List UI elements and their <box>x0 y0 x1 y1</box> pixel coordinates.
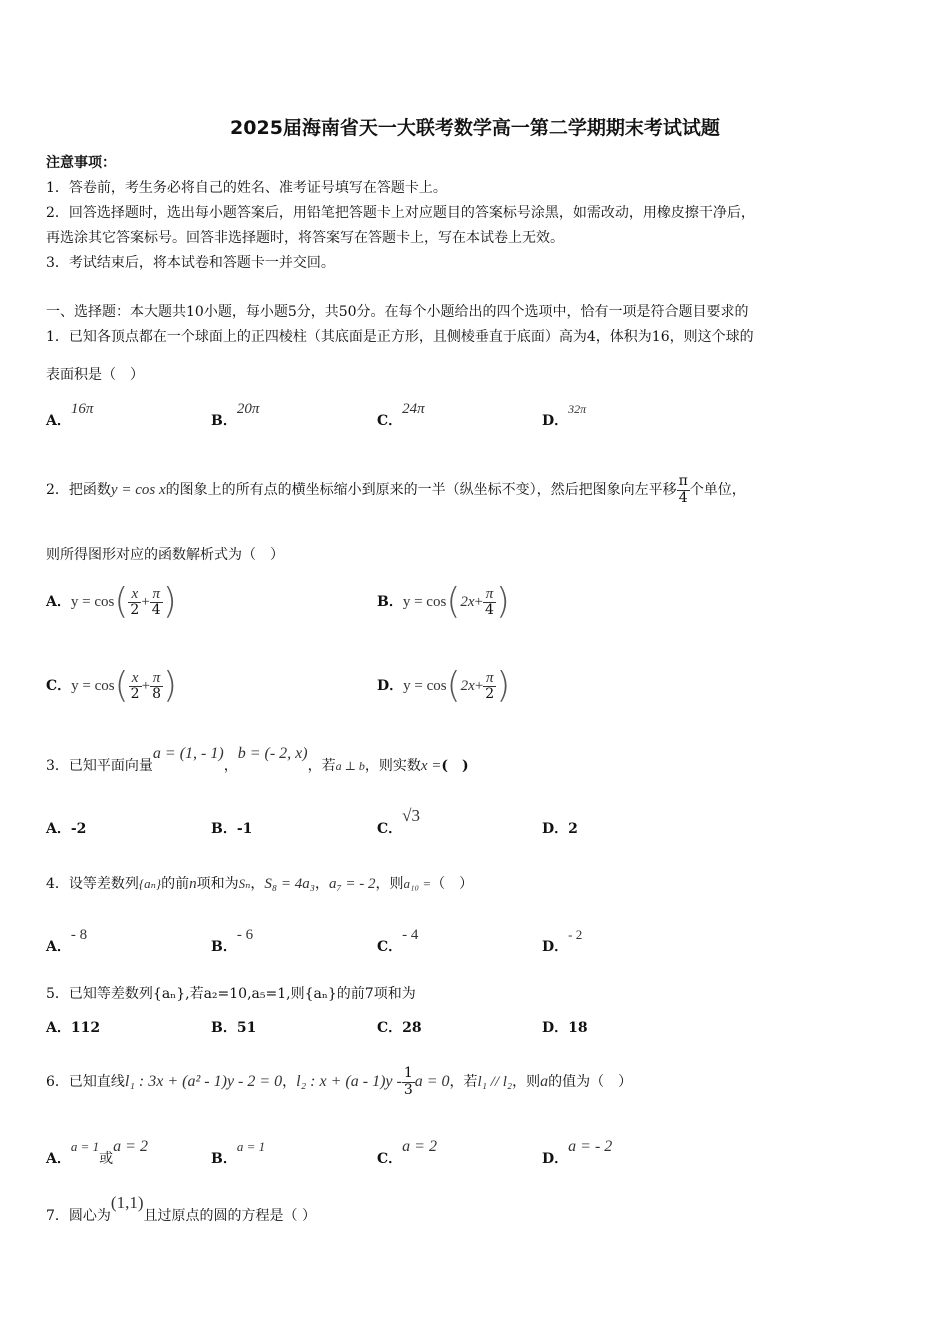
notice-item: 2．回答选择题时，选出每小题答案后，用铅笔把答题卡上对应题目的答案标号涂黑，如需改动，用橡皮擦干净后， <box>46 205 755 221</box>
q1-option-c[interactable]: C．24π <box>377 401 425 429</box>
shift-fraction: $\frac{\pi}{4}$ <box>678 473 688 506</box>
q6-option-c[interactable]: C．a = 2 <box>377 1138 437 1167</box>
q5-option-c[interactable]: C．28 <box>377 1020 422 1036</box>
question-7-stem: 7．圆心为(1,1)且过原点的圆的方程是（ ） <box>46 1193 316 1224</box>
q6-option-d[interactable]: D．a = - 2 <box>542 1138 613 1167</box>
question-1-stem: 1．已知各顶点都在一个球面上的正四棱柱（其底面是正方形，且侧棱垂直于底面）高为4，体积为16，则这个球的 <box>46 329 754 345</box>
q6-option-b[interactable]: B．a = 1 <box>211 1139 266 1167</box>
q4-option-b[interactable]: B．- 6 <box>211 927 254 955</box>
q3-option-d[interactable]: D．2 <box>542 821 578 837</box>
notice-item: 再选涂其它答案标号。回答非选择题时，将答案写在答题卡上，写在本试卷上无效。 <box>46 230 564 246</box>
q2-option-c[interactable]: C．y = cos( $\frac{x}{2}$ + $\frac{\pi}{8}$ ) <box>46 665 178 706</box>
q4-option-d[interactable]: D．- 2 <box>542 927 583 955</box>
question-2-stem: 2．把函数y = cos x的图象上的所有点的横坐标缩小到原来的一半（纵坐标不变），然后把图象向左平移 $\frac{\pi}{4}$ 个单位， <box>46 473 746 506</box>
question-5-stem: 5．已知等差数列{aₙ},若a₂=10,a₅=1,则{aₙ}的前7项和为 <box>46 986 416 1002</box>
question-4-stem: 4．设等差数列{aₙ}的前n项和为Sₙ，S₈ = 4a₃，a₇ = - 2，则a₁₀ =（ ） <box>46 876 474 892</box>
notice-item: 1．答卷前，考生务必将自己的姓名、准考证号填写在答题卡上。 <box>46 180 447 196</box>
q3-option-b[interactable]: B．-1 <box>211 821 253 837</box>
q3-option-a[interactable]: A．-2 <box>46 821 87 837</box>
q3-option-c[interactable]: C．√3 <box>377 806 420 837</box>
q2-option-a[interactable]: A．y = cos( $\frac{x}{2}$ + $\frac{\pi}{4}$ ) <box>46 581 177 622</box>
q5-option-d[interactable]: D．18 <box>542 1020 588 1036</box>
q5-option-a[interactable]: A．112 <box>46 1020 101 1036</box>
q6-option-a[interactable]: A．a = 1或a = 2 <box>46 1138 148 1167</box>
q4-option-a[interactable]: A．- 8 <box>46 927 88 955</box>
notice-item: 3．考试结束后，将本试卷和答题卡一并交回。 <box>46 255 335 271</box>
q2-option-b[interactable]: B．y = cos(2x+ $\frac{\pi}{4}$ ) <box>377 581 510 622</box>
q5-option-b[interactable]: B．51 <box>211 1020 257 1036</box>
q1-option-d[interactable]: D．32π <box>542 402 587 429</box>
notice-heading: 注意事项： <box>46 155 116 171</box>
q1-option-b[interactable]: B．20π <box>211 401 260 429</box>
question-1-stem-cont: 表面积是（ ） <box>46 367 144 383</box>
question-6-stem: 6．已知直线l₁ : 3x + (a² - 1)y - 2 = 0，l₂ : x + (a - 1)y - $\frac{1}{3}$ a = 0，若l₁ // l₂，则a的值为（ ） <box>46 1065 633 1098</box>
q1-option-a[interactable]: A．16π <box>46 401 94 429</box>
q4-option-c[interactable]: C．- 4 <box>377 927 419 955</box>
page-title: 2025届海南省天一大联考数学高一第二学期期末考试试题 <box>230 117 720 139</box>
section-heading: 一、选择题：本大题共10小题，每小题5分，共50分。在每个小题给出的四个选项中，恰有一项是符合题目要求的 <box>46 304 749 320</box>
question-3-stem: 3．已知平面向量a = (1, - 1)，b = (- 2, x)，若a ⊥ b，则实数x =( ) <box>46 745 469 774</box>
q2-option-d[interactable]: D．y = cos(2x+ $\frac{\pi}{2}$ ) <box>377 665 511 706</box>
question-2-stem-cont: 则所得图形对应的函数解析式为（ ） <box>46 547 284 563</box>
